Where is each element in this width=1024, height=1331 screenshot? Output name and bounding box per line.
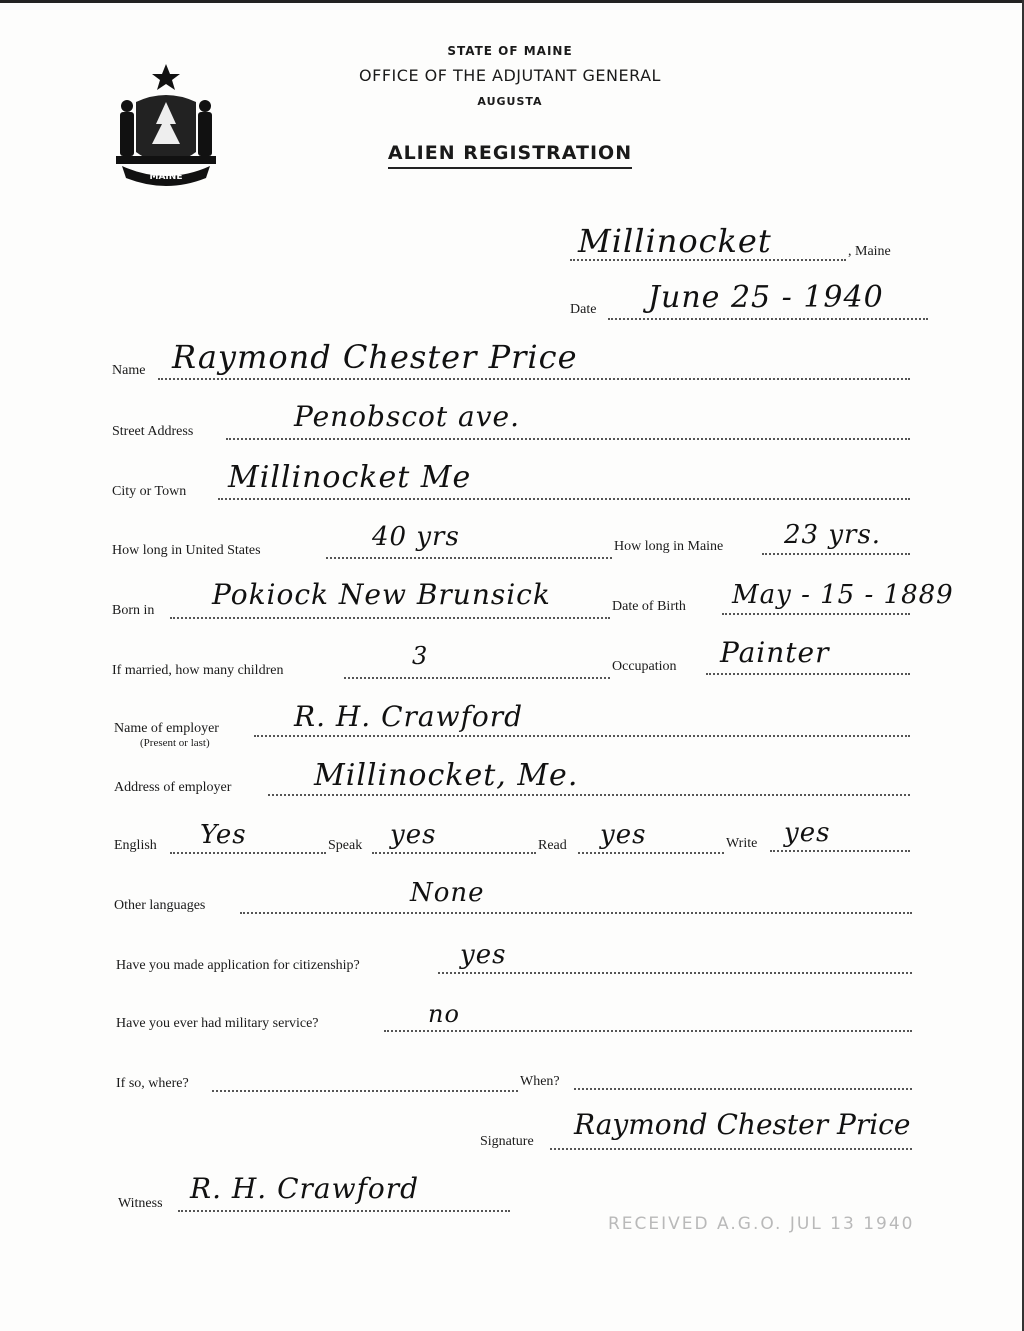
place-value: Millinocket xyxy=(578,222,772,260)
write-label: Write xyxy=(726,836,758,851)
born-value: Pokiock New Brunsick xyxy=(212,578,551,611)
citizenship-value: yes xyxy=(460,940,507,970)
header-office: OFFICE OF THE ADJUTANT GENERAL xyxy=(359,66,661,85)
header-state: STATE OF MAINE xyxy=(447,44,573,58)
employer-value: R. H. Crawford xyxy=(294,700,524,733)
occupation-value: Painter xyxy=(720,636,830,669)
speak-value: yes xyxy=(390,820,437,850)
employer-line xyxy=(254,735,910,737)
read-label: Read xyxy=(538,838,567,853)
read-value: yes xyxy=(600,820,647,850)
us-duration-value: 40 yrs xyxy=(372,522,460,552)
signature-label: Signature xyxy=(480,1134,534,1149)
where-label: If so, where? xyxy=(116,1076,189,1091)
maine-duration-label: How long in Maine xyxy=(614,539,724,554)
name-label: Name xyxy=(112,363,146,378)
employer-sublabel: (Present or last) xyxy=(140,737,210,749)
maine-duration-value: 23 yrs. xyxy=(784,520,882,550)
occupation-line xyxy=(706,673,910,675)
children-line xyxy=(344,677,610,679)
dob-value: May - 15 - 1889 xyxy=(732,580,954,610)
when-line xyxy=(574,1088,912,1090)
employer-address-label: Address of employer xyxy=(114,780,232,795)
street-value: Penobscot ave. xyxy=(294,400,521,433)
when-label: When? xyxy=(520,1074,560,1089)
dob-line xyxy=(722,613,910,615)
witness-line xyxy=(178,1210,510,1212)
name-value: Raymond Chester Price xyxy=(172,338,578,376)
date-label: Date xyxy=(570,302,597,317)
maine-duration-line xyxy=(762,553,910,555)
speak-label: Speak xyxy=(328,838,363,853)
name-line xyxy=(158,378,910,380)
employer-address-line xyxy=(268,794,910,796)
dob-label: Date of Birth xyxy=(612,599,686,614)
witness-label: Witness xyxy=(118,1196,163,1211)
street-line xyxy=(226,438,910,440)
city-line xyxy=(218,498,910,500)
page-edge-top xyxy=(0,0,1024,3)
header-city: AUGUSTA xyxy=(477,95,543,108)
us-duration-line xyxy=(326,557,612,559)
children-value: 3 xyxy=(412,642,429,670)
street-label: Street Address xyxy=(112,424,194,439)
where-line xyxy=(212,1090,518,1092)
city-value: Millinocket Me xyxy=(228,460,472,495)
write-value: yes xyxy=(784,818,831,848)
occupation-label: Occupation xyxy=(612,659,677,674)
citizenship-label: Have you made application for citizenship? xyxy=(116,958,360,973)
signature-value: Raymond Chester Price xyxy=(574,1108,911,1141)
write-line xyxy=(770,850,910,852)
form-title: ALIEN REGISTRATION xyxy=(0,142,1022,164)
born-line xyxy=(170,617,610,619)
military-value: no xyxy=(428,1000,460,1028)
citizenship-line xyxy=(438,972,912,974)
english-value: Yes xyxy=(200,820,247,850)
employer-address-value: Millinocket, Me. xyxy=(314,758,579,793)
born-label: Born in xyxy=(112,603,155,618)
other-languages-line xyxy=(240,912,912,914)
received-stamp: RECEIVED A.G.O. JUL 13 1940 xyxy=(608,1214,915,1234)
speak-line xyxy=(372,852,536,854)
date-value: June 25 - 1940 xyxy=(648,280,884,315)
employer-label: Name of employer xyxy=(114,721,219,736)
place-suffix: , Maine xyxy=(848,244,891,259)
signature-line xyxy=(550,1148,912,1150)
children-label: If married, how many children xyxy=(112,663,284,678)
military-line xyxy=(384,1030,912,1032)
witness-value: R. H. Crawford xyxy=(190,1172,420,1205)
military-label: Have you ever had military service? xyxy=(116,1016,319,1031)
svg-text:MAINE: MAINE xyxy=(149,172,183,182)
date-line xyxy=(608,318,928,320)
english-label: English xyxy=(114,838,157,853)
us-duration-label: How long in United States xyxy=(112,543,261,558)
other-languages-label: Other languages xyxy=(114,898,206,913)
city-label: City or Town xyxy=(112,484,187,499)
read-line xyxy=(578,852,724,854)
english-line xyxy=(170,852,326,854)
other-languages-value: None xyxy=(410,878,485,908)
